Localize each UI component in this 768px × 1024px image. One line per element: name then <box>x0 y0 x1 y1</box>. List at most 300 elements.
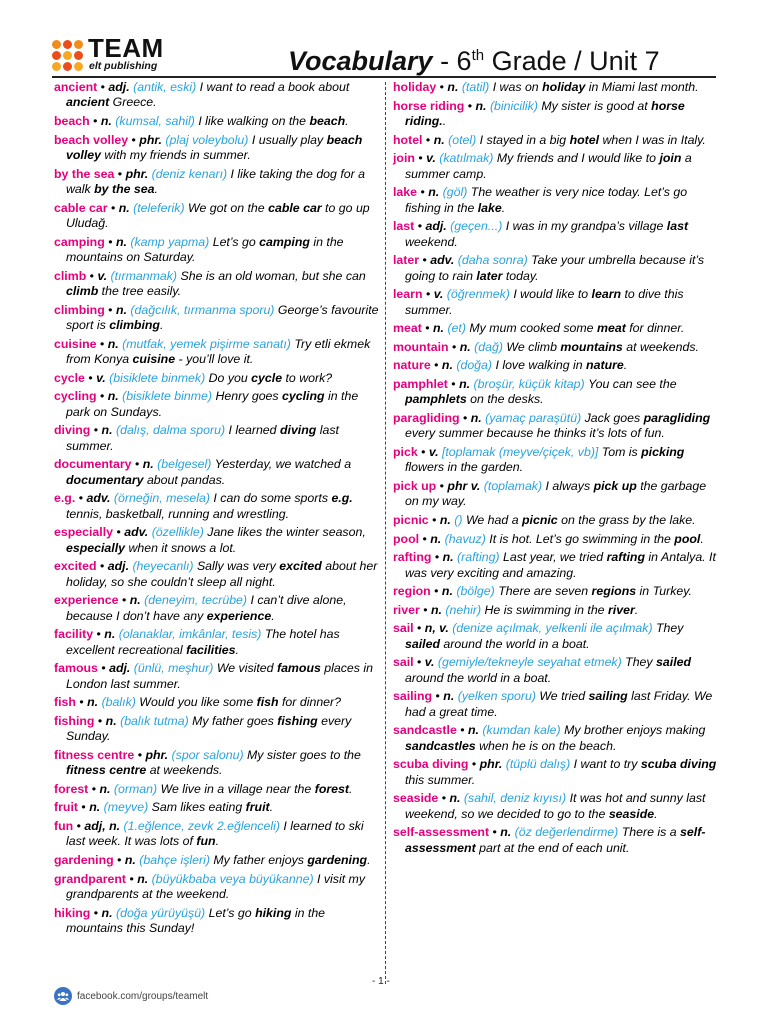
vocab-entry: fitness centre • phr. (spor salonu) My sister goes to the fitness centre at weekends. <box>54 747 361 778</box>
translation: (bahçe işleri) <box>139 852 210 867</box>
translation: (katılmak) <box>439 151 494 166</box>
translation: (teleferik) <box>133 200 185 215</box>
part-of-speech: n. <box>449 791 461 806</box>
example-text: every Sunday. <box>66 713 352 744</box>
example-text: Jane likes the winter season, <box>207 525 366 540</box>
example-text: weekend. <box>405 234 458 249</box>
part-of-speech: adv. <box>430 253 455 268</box>
headword: scuba diving <box>393 757 469 772</box>
example-text: when it snows a lot. <box>125 540 237 555</box>
translation: (yelken sporu) <box>457 689 536 704</box>
translation: (bisiklete binmek) <box>109 370 206 385</box>
example-text: on the desks. <box>466 392 544 407</box>
example-text: in Antalya. It was very exciting and amazing. <box>405 550 716 580</box>
headword: diving <box>54 423 91 438</box>
example-text: every summer because he thinks it’s lots of fun. <box>405 426 665 441</box>
part-of-speech: n. <box>87 695 99 710</box>
translation: (geçen...) <box>450 219 503 234</box>
headword: later <box>393 253 420 268</box>
example-sentence <box>489 532 704 546</box>
headword: fruit <box>54 800 78 815</box>
part-of-speech: v. <box>97 268 108 283</box>
example-keyword: sailed <box>656 655 692 670</box>
example-text: Sally was very <box>196 559 280 574</box>
headword: pamphlet <box>393 376 448 391</box>
part-of-speech: n. <box>447 80 459 94</box>
example-text: . <box>349 781 353 796</box>
vocab-entry: camping • n. (kamp yapma) Let’s go camping in the mountains on Saturday. <box>54 234 344 264</box>
headword: seaside <box>393 791 439 806</box>
translation: (binicilik) <box>489 98 538 113</box>
example-text: My sister is good at <box>541 98 652 113</box>
example-keyword: excited <box>279 559 322 574</box>
part-of-speech: phr v. <box>447 478 481 493</box>
part-of-speech: v. <box>433 287 444 302</box>
example-text: . <box>345 114 349 128</box>
example-keyword: seaside <box>608 806 655 821</box>
example-text: Greece. <box>109 95 157 110</box>
example-keyword: famous <box>276 661 321 676</box>
example-text: I always <box>545 478 594 493</box>
vocab-entry: cable car • n. (teleferik) We got on the cable car to go up Uludağ. <box>54 200 370 230</box>
example-text: . <box>367 852 371 867</box>
example-text: tennis, basketball, running and wrestling. <box>66 506 290 521</box>
example-keyword: pick up <box>593 478 637 493</box>
example-sentence <box>198 114 348 128</box>
example-text: at weekends. <box>622 339 699 354</box>
part-of-speech: n. <box>101 423 113 438</box>
translation: (mutfak, yemek pişirme sanatı) <box>122 336 291 351</box>
headword: nature <box>393 358 431 373</box>
example-keyword: lake <box>477 200 502 215</box>
vocab-entry: fruit • n. (meyve) Sam likes eating fruit. <box>54 800 274 815</box>
vocab-entry: seaside • n. (sahil, deniz kıyısı) It was hot and sunny last weekend, so we decided to go to the seaside. <box>393 791 706 821</box>
example-text: I like taking the dog for a walk <box>66 166 366 196</box>
part-of-speech: n. <box>107 336 119 351</box>
headword: lake <box>393 185 418 200</box>
example-keyword: later <box>476 268 503 283</box>
translation: (otel) <box>448 132 477 147</box>
example-text: . <box>623 358 628 373</box>
example-sentence <box>161 782 353 796</box>
translation: (dağcılık, tırmanma sporu) <box>130 302 275 317</box>
headword: excited <box>54 559 97 574</box>
title-sup: th <box>471 47 485 64</box>
example-text: in the mountains on Saturday. <box>66 234 344 264</box>
vocab-entry: paragliding • n. (yamaç paraşütü) Jack goes paragliding every summer because he thinks it’s lots of fun. <box>393 410 711 441</box>
translation: (rafting) <box>457 550 500 565</box>
vocab-entry: picnic • n. () We had a picnic on the grass by the lake. <box>393 512 696 527</box>
part-of-speech: n. <box>459 376 471 391</box>
vocab-entry: holiday • n. (tatil) I was on holiday in Miami last month. <box>393 80 699 94</box>
vocab-entry: beach volley • phr. (plaj voleybolu) I usually play beach volley with my friends in summer. <box>54 132 363 162</box>
example-text: places in London last summer. <box>66 661 374 691</box>
example-text: Would you like some <box>139 695 257 710</box>
example-text: They <box>625 655 657 670</box>
vocab-entry: forest • n. (orman) We live in a village near the forest. <box>54 781 353 796</box>
headword: facility <box>54 627 94 642</box>
headword: climbing <box>54 302 105 317</box>
vocab-entry: lake • n. (göl) The weather is very nice today. Let’s go fishing in the lake. <box>393 185 688 215</box>
example-text: . <box>442 114 447 128</box>
headword: experience <box>54 593 119 608</box>
vocab-entry: learn • v. (öğrenmek) I would like to learn to dive this summer. <box>393 287 684 317</box>
headword: beach volley <box>54 132 129 147</box>
example-keyword: forest <box>314 781 350 796</box>
vocab-entry: cycling • n. (bisiklete binme) Henry goes cycling in the park on Sundays. <box>54 389 359 419</box>
example-text: She is an old woman, but she can <box>180 268 366 283</box>
translation: (öz değerlendirme) <box>514 825 619 840</box>
example-keyword: climbing <box>109 318 160 332</box>
example-text: We climb <box>506 339 561 354</box>
headword: paragliding <box>393 410 460 425</box>
part-of-speech: n. <box>439 512 451 527</box>
translation: (toplamak) <box>483 478 543 493</box>
vocab-entry: self-assessment • n. (öz değerlendirme) There is a self-assessment part at the end of each unit. <box>393 825 706 855</box>
headword: mountain <box>393 339 449 354</box>
example-text: when he is on the beach. <box>475 738 617 753</box>
translation: (orman) <box>113 781 158 796</box>
headword: cable car <box>54 200 108 215</box>
translation: (gemiyle/tekneyle seyahat etmek) <box>437 655 622 670</box>
translation: (göl) <box>442 185 468 200</box>
headword: famous <box>54 661 98 676</box>
vocab-entry: last • adj. (geçen...) I was in my grandpa’s village last weekend. <box>393 219 689 249</box>
vocab-entry: pool • n. (havuz) It is hot. Let’s go swimming in the pool. <box>393 531 704 546</box>
example-text: There is a <box>621 825 681 840</box>
example-text: I love walking in <box>495 358 587 373</box>
headword: learn <box>393 287 423 302</box>
footer[interactable] <box>54 986 208 1006</box>
translation: (tüplü dalış) <box>505 757 571 772</box>
example-keyword: cycle <box>251 370 283 385</box>
vocab-entry: sandcastle • n. (kumdan kale) My brother enjoys making sandcastles when he is on the beach. <box>393 723 706 753</box>
part-of-speech: n. <box>101 905 113 920</box>
example-text: My father enjoys <box>213 852 308 867</box>
example-sentence <box>139 695 341 709</box>
translation: (tırmanmak) <box>110 268 178 283</box>
example-text: for dinner. <box>625 321 685 336</box>
example-sentence <box>480 133 706 147</box>
translation: (büyükbaba veya büyükanne) <box>151 871 314 886</box>
vocab-entry: scuba diving • phr. (tüplü dalış) I want to try scuba diving this summer. <box>393 757 717 787</box>
part-of-speech: n. <box>89 800 101 815</box>
logo-name: TEAM <box>88 33 164 63</box>
example-keyword: fruit <box>245 800 270 815</box>
facebook-group-icon <box>54 987 72 1005</box>
part-of-speech: n. <box>475 98 487 113</box>
part-of-speech: n. <box>428 185 440 200</box>
example-text: Do you <box>208 370 252 385</box>
example-keyword: hotel <box>569 132 600 147</box>
vocab-entry: mountain • n. (dağ) We climb mountains at weekends. <box>393 339 699 354</box>
example-text: Let’s go <box>212 234 260 249</box>
vocab-entry: famous • adj. (ünlü, meşhur) We visited famous places in London last summer. <box>54 661 374 691</box>
vocab-entry: rafting • n. (rafting) Last year, we tried rafting in Antalya. It was very exciting and amazing. <box>393 550 716 580</box>
vocab-entry: fun • adj, n. (1.eğlence, zevk 2.eğlenceli) I learned to ski last week. It was lots of fun. <box>54 818 364 849</box>
example-text: I want to read a book about <box>199 80 350 94</box>
translation: (balık) <box>101 695 136 710</box>
headword: picnic <box>393 512 429 527</box>
vocab-entry: e.g. • adv. (örneğin, mesela) I can do some sports e.g. tennis, basketball, running and wrestling. <box>54 491 353 521</box>
vocab-entry: hotel • n. (otel) I stayed in a big hotel when I was in Italy. <box>393 132 706 147</box>
example-text: Tom is <box>601 444 642 459</box>
example-text: about her holiday, so she couldn’t sleep all night. <box>66 559 378 589</box>
vocab-entry: climb • v. (tırmanmak) She is an old woman, but she can climb the tree easily. <box>54 268 366 298</box>
example-text: . <box>271 608 275 623</box>
example-text: . <box>654 806 658 821</box>
part-of-speech: n. <box>433 321 444 336</box>
example-text: . <box>501 200 506 215</box>
headword: fishing <box>54 713 95 728</box>
headword: pick up <box>393 478 437 493</box>
translation: (balık tutma) <box>120 713 189 728</box>
example-text: . <box>269 800 274 815</box>
headword: pool <box>393 531 420 546</box>
example-text: a summer camp. <box>405 151 692 181</box>
part-of-speech: phr. <box>125 166 149 181</box>
headword: pick <box>393 444 418 459</box>
translation: (dalış, dalma sporu) <box>115 423 226 438</box>
part-of-speech: v. <box>428 444 439 459</box>
example-text: We live in a village near the <box>160 781 315 796</box>
translation: (örneğin, mesela) <box>113 491 210 506</box>
example-text: My mum cooked some <box>469 321 597 336</box>
vocab-entry: experience • n. (deneyim, tecrübe) I can’t dive alone, because I don’t have any experience. <box>54 593 347 623</box>
part-of-speech: n. <box>100 114 112 128</box>
example-text: They <box>656 621 684 636</box>
part-of-speech: n. <box>442 550 454 565</box>
headword: fun <box>54 818 74 833</box>
example-text: I would like to <box>513 287 592 302</box>
translation: (doğa) <box>456 358 493 373</box>
translation: (et) <box>447 321 466 336</box>
example-text: Sam likes eating <box>151 800 246 815</box>
title-rest: Grade / Unit 7 <box>484 46 660 76</box>
vocab-entry: nature • n. (doğa) I love walking in nature. <box>393 358 628 373</box>
example-text: . <box>159 318 164 332</box>
vocab-entry: by the sea • phr. (deniz kenarı) I like taking the dog for a walk by the sea. <box>54 166 366 196</box>
example-keyword: fitness centre <box>66 763 147 778</box>
example-sentence <box>209 371 333 385</box>
example-text: Yesterday, we watched a <box>214 457 352 472</box>
headword: join <box>393 151 415 166</box>
translation: (broşür, küçük kitap) <box>473 376 585 391</box>
example-text: Take your umbrella because it’s going to rain <box>405 253 705 283</box>
part-of-speech: n. <box>459 339 471 354</box>
example-sentence <box>152 800 273 814</box>
example-sentence <box>405 219 688 248</box>
example-text: It was hot and sunny last weekend, so we decided to go to the <box>405 791 706 821</box>
example-text: for dinner? <box>278 695 342 710</box>
example-text: My father goes <box>192 713 278 728</box>
example-sentence <box>485 603 639 617</box>
translation: (plaj voleybolu) <box>165 132 249 147</box>
example-sentence <box>213 853 370 867</box>
headword: rafting <box>393 550 432 565</box>
example-text: to dive this summer. <box>405 287 684 317</box>
vocab-entry: grandparent • n. (büyükbaba veya büyükanne) I visit my grandparents at the weekend. <box>54 871 366 901</box>
example-text: to work? <box>282 370 333 385</box>
part-of-speech: n. <box>142 457 154 472</box>
example-keyword: fishing <box>277 713 318 728</box>
example-keyword: pamphlets <box>405 392 467 407</box>
headword: cycle <box>54 370 85 385</box>
example-text: last summer. <box>66 423 339 453</box>
example-keyword: ancient <box>66 95 110 110</box>
headword: meat <box>393 321 422 336</box>
example-keyword: meat <box>596 321 626 336</box>
headword: last <box>393 219 415 234</box>
headword: gardening <box>54 852 114 867</box>
translation: (meyve) <box>103 800 149 815</box>
translation: (spor salonu) <box>171 747 244 762</box>
example-keyword: beach <box>309 114 346 128</box>
vocab-entry: pick • v. [toplamak (meyve/çiçek, vb)] Tom is picking flowers in the garden. <box>393 444 685 475</box>
headword: hiking <box>54 905 91 920</box>
vocab-entry: join • v. (katılmak) My friends and I would like to join a summer camp. <box>393 151 692 181</box>
part-of-speech: n. <box>115 302 127 317</box>
example-text: Let’s go <box>208 905 256 920</box>
example-keyword: paragliding <box>643 410 711 425</box>
example-text: about pandas. <box>143 472 226 487</box>
example-sentence <box>66 201 370 230</box>
part-of-speech: phr. <box>139 132 162 147</box>
vocab-entry: cuisine • n. (mutfak, yemek pişirme sanatı) Try etli ekmek from Konya cuisine - you’ll love it. <box>54 336 371 366</box>
part-of-speech: n. <box>104 627 116 642</box>
example-keyword: gardening <box>307 852 368 867</box>
vocab-entry: river • n. (nehir) He is swimming in the river. <box>393 602 639 617</box>
example-keyword: sailing <box>588 689 628 704</box>
headword: holiday <box>393 80 437 94</box>
example-text: We got on the <box>188 200 269 215</box>
part-of-speech: n. <box>468 723 479 738</box>
example-text: There are seven <box>498 584 592 599</box>
title-sep: - 6 <box>432 46 472 76</box>
vocab-entry: pick up • phr v. (toplamak) I always pick up the garbage on my way. <box>393 478 707 509</box>
footer-link[interactable]: facebook.com/groups/teamelt <box>77 990 209 1002</box>
headword: cuisine <box>54 336 97 351</box>
example-keyword: fun <box>196 834 216 849</box>
translation: (bölge) <box>456 584 495 599</box>
example-text: with my friends in summer. <box>101 148 251 162</box>
example-sentence <box>498 584 692 598</box>
example-keyword: cuisine <box>132 352 176 366</box>
example-keyword: pool <box>674 531 701 546</box>
vocab-entry: documentary • n. (belgesel) Yesterday, we watched a documentary about pandas. <box>54 457 352 487</box>
example-text: at weekends. <box>146 763 223 778</box>
example-text: Last year, we tried <box>502 550 607 565</box>
translation: (sahil, deniz kıyısı) <box>463 791 567 806</box>
headword: horse riding <box>393 98 465 113</box>
logo-mark-icon <box>52 40 84 72</box>
headword: sail <box>393 621 414 636</box>
example-text: in the mountains this Sunday! <box>66 905 326 935</box>
example-text: the tree easily. <box>98 284 182 298</box>
page-number: - 1 - <box>372 976 390 987</box>
translation: (öğrenmek) <box>446 287 510 302</box>
header-rule <box>52 76 716 78</box>
headword: grandparent <box>54 871 127 886</box>
example-text: I learned <box>228 423 280 438</box>
example-text: I was in my grandpa’s village <box>505 219 667 234</box>
part-of-speech: n. <box>99 781 111 796</box>
column-divider <box>385 82 386 984</box>
example-text: I want to try <box>573 757 641 772</box>
example-keyword: sandcastles <box>405 738 476 753</box>
example-text: George’s favourite sport is <box>66 302 379 332</box>
vocab-entry: fish • n. (balık) Would you like some fish for dinner? <box>54 695 342 710</box>
example-text: . <box>215 834 219 849</box>
example-keyword: regions <box>591 584 637 599</box>
example-text: You can see the <box>588 376 677 391</box>
example-sentence <box>493 80 699 94</box>
example-text: around the world in a boat. <box>405 670 552 685</box>
part-of-speech: v. <box>96 370 106 385</box>
example-text: I usually play <box>251 132 327 147</box>
example-keyword: cycling <box>282 389 325 404</box>
headword: by the sea <box>54 166 115 181</box>
part-of-speech: n. <box>105 713 117 728</box>
vocab-entry: fishing • n. (balık tutma) My father goes fishing every Sunday. <box>54 713 352 744</box>
part-of-speech: adj, n. <box>84 818 121 833</box>
part-of-speech: adj. <box>109 661 131 676</box>
headword: beach <box>54 114 90 128</box>
example-text: today. <box>502 268 539 283</box>
example-text: The hotel has excellent recreational <box>66 627 340 657</box>
example-text: It is hot. Let’s go swimming in the <box>489 531 675 546</box>
vocab-entry: sailing • n. (yelken sporu) We tried sailing last Friday. We had a great time. <box>393 689 713 719</box>
part-of-speech: n. <box>107 389 119 404</box>
example-keyword: last <box>666 219 689 234</box>
part-of-speech: v. <box>424 655 435 670</box>
translation: (doğa yürüyüşü) <box>115 905 206 920</box>
part-of-speech: adv. <box>124 525 149 540</box>
vocab-entry: diving • n. (dalış, dalma sporu) I learned diving last summer. <box>54 423 339 453</box>
example-keyword: fish <box>256 695 279 710</box>
example-text: . <box>700 531 704 546</box>
vocab-entry: cycle • v. (bisiklete binmek) Do you cycle to work? <box>54 370 333 385</box>
part-of-speech: adv. <box>86 491 111 506</box>
example-keyword: self-assessment <box>405 825 706 855</box>
example-keyword: picnic <box>522 512 558 527</box>
translation: (denize açılmak, yelkenli ile açılmak) <box>452 621 653 636</box>
part-of-speech: n. <box>441 358 453 373</box>
headword: self-assessment <box>393 825 490 840</box>
headword: hotel <box>393 132 423 147</box>
example-text: in the park on Sundays. <box>66 389 359 419</box>
translation: (kumdan kale) <box>482 723 561 738</box>
part-of-speech: n. <box>433 132 445 147</box>
example-keyword: nature <box>586 358 624 373</box>
vocab-entry: beach • n. (kumsal, sahil) I like walking on the beach. <box>54 114 349 128</box>
example-text: My sister goes to the <box>247 747 361 762</box>
example-text: He is swimming in the <box>484 602 608 617</box>
part-of-speech: n. <box>124 852 136 867</box>
example-keyword: especially <box>66 540 126 555</box>
headword: ancient <box>54 80 98 94</box>
translation: (nehir) <box>445 602 482 617</box>
headword: sail <box>393 655 414 670</box>
logo <box>52 33 182 76</box>
example-text: Try etli ekmek from Konya <box>66 336 371 366</box>
example-keyword: picking <box>641 444 685 459</box>
part-of-speech: phr. <box>479 757 503 772</box>
part-of-speech: n. <box>430 531 442 546</box>
part-of-speech: adj. <box>108 80 130 94</box>
example-keyword: mountains <box>560 339 623 354</box>
example-text: We tried <box>539 689 589 704</box>
